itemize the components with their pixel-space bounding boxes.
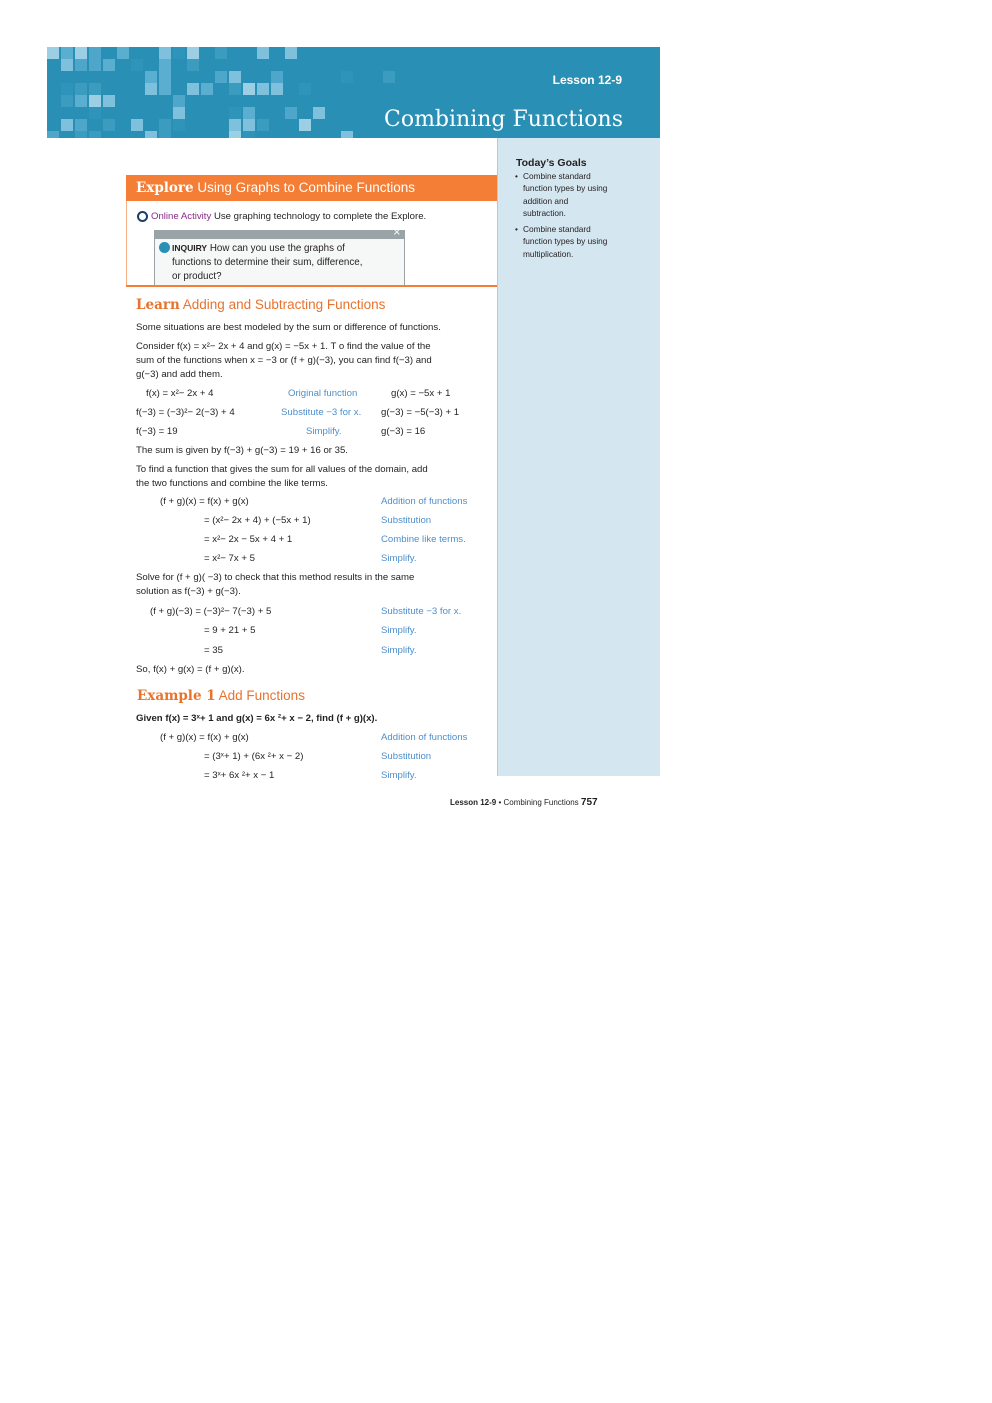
banner-tile (229, 131, 241, 138)
goal-line: function types by using (523, 183, 608, 194)
banner-tile (145, 131, 157, 138)
banner-tile (75, 119, 87, 131)
banner-tile (131, 59, 143, 71)
work-step: = x²− 7x + 5 (204, 553, 255, 564)
banner-tile (89, 59, 101, 71)
table-cell-right: g(−3) = 16 (381, 426, 426, 437)
banner-tile (313, 107, 325, 119)
conclusion: So, f(x) + g(x) = (f + g)(x). (136, 664, 245, 675)
banner-tile (187, 47, 199, 59)
table-cell-left: f(−3) = (−3)²− 2(−3) + 4 (136, 407, 235, 418)
banner-tile (61, 119, 73, 131)
banner-tile (75, 131, 87, 138)
online-activity-text: Use graphing technology to complete the Explore. (213, 211, 427, 222)
banner-tile (47, 47, 59, 59)
table-cell-step: Original function (288, 388, 358, 399)
banner-tile (145, 71, 157, 83)
step-reason: Substitution (381, 515, 432, 526)
work-step: = 3ˣ+ 6x ²+ x − 1 (204, 770, 275, 781)
banner-tile (173, 95, 185, 107)
inquiry-label: INQUIRY (172, 243, 208, 253)
consider-line: sum of the functions when x = −3 or (f + g)(−3), you can find f(−3) and (136, 355, 432, 366)
banner-tile (75, 95, 87, 107)
work-step: = 9 + 21 + 5 (204, 625, 256, 636)
step-reason: Simplify. (381, 645, 417, 656)
step-reason: Combine like terms. (381, 534, 466, 545)
banner-tile (229, 107, 241, 119)
column-divider (497, 138, 498, 776)
banner-tile (103, 119, 115, 131)
banner-tile (299, 119, 311, 131)
inquiry-text (172, 241, 397, 284)
banner-tile (61, 83, 73, 95)
online-activity[interactable] (151, 210, 426, 224)
consider-line: Consider f(x) = x²− 2x + 4 and g(x) = −5x + 1. T o find the value of the (136, 341, 431, 352)
work-step: (f + g)(x) = f(x) + g(x) (160, 496, 249, 507)
banner-tile (103, 95, 115, 107)
inquiry-line: How can you use the graphs of (209, 243, 345, 254)
goal-line: function types by using (523, 236, 608, 247)
online-activity-icon (137, 211, 148, 222)
goals-title: Today’s Goals (516, 157, 587, 169)
banner-tile (229, 119, 241, 131)
banner-tile (285, 47, 297, 59)
goal-line: subtraction. (523, 208, 566, 219)
footer-separator: • (498, 798, 502, 807)
banner-tile (271, 71, 283, 83)
example-title: Add Functions (218, 688, 305, 703)
banner-tile (145, 83, 157, 95)
page-footer (450, 797, 598, 808)
banner-tile (89, 83, 101, 95)
work-step: = 35 (204, 645, 223, 656)
explore-border (126, 201, 127, 285)
table-cell-left: f(−3) = 19 (136, 426, 178, 437)
find-line: the two functions and combine the like terms. (136, 478, 328, 489)
footer-lesson: Lesson 12-9 (450, 798, 497, 807)
banner-tile (75, 83, 87, 95)
lesson-banner (47, 47, 660, 138)
step-reason: Simplify. (381, 770, 417, 781)
example-label: Example 1 (137, 688, 216, 704)
banner-tile (243, 107, 255, 119)
consider-line: g(−3) and add them. (136, 369, 223, 380)
banner-tile (271, 83, 283, 95)
banner-tile (187, 83, 199, 95)
explore-label: Explore (136, 180, 194, 196)
banner-tile (75, 47, 87, 59)
example-heading (137, 688, 305, 704)
banner-tile (285, 107, 297, 119)
table-cell-right: g(−3) = −5(−3) + 1 (381, 407, 460, 418)
banner-tile (187, 59, 199, 71)
banner-tile (243, 83, 255, 95)
work-step: (f + g)(−3) = (−3)²− 7(−3) + 5 (150, 606, 272, 617)
solve-line: Solve for (f + g)( −3) to check that this method results in the same (136, 572, 415, 583)
online-activity-link[interactable]: Online Activity (151, 211, 212, 222)
table-cell-step: Simplify. (306, 426, 342, 437)
goal-line: • Combine standard (523, 171, 591, 181)
banner-tile (257, 83, 269, 95)
banner-tile (257, 119, 269, 131)
goal-line: addition and (523, 195, 569, 206)
banner-tile (61, 59, 73, 71)
banner-tile (159, 47, 171, 59)
learn-title: Adding and Subtracting Functions (182, 297, 386, 312)
banner-tile (159, 59, 171, 71)
goals-sidebar (498, 138, 660, 776)
step-reason: Substitution (381, 751, 432, 762)
goal-line: • Combine standard (523, 224, 591, 234)
banner-tile (215, 47, 227, 59)
inquiry-icon (159, 242, 170, 253)
banner-tile (229, 71, 241, 83)
banner-tile (257, 47, 269, 59)
banner-tile (229, 83, 241, 95)
table-cell-step: Substitute −3 for x. (281, 407, 362, 418)
banner-tile (299, 83, 311, 95)
work-step: = (x²− 2x + 4) + (−5x + 1) (204, 515, 311, 526)
explore-header (126, 175, 497, 201)
banner-tile (243, 119, 255, 131)
banner-tile (117, 47, 129, 59)
banner-tile (89, 95, 101, 107)
banner-tile (215, 71, 227, 83)
goal-line: multiplication. (523, 248, 574, 259)
banner-tile (131, 119, 143, 131)
footer-title: Combining Functions (503, 798, 579, 807)
step-reason: Addition of functions (381, 496, 468, 507)
lesson-title: Combining Functions (383, 107, 623, 132)
banner-tile (159, 83, 171, 95)
explore-rule (126, 285, 497, 287)
close-icon[interactable]: × (392, 227, 401, 238)
learn-heading (136, 297, 385, 313)
lesson-number: Lesson 12-9 (552, 73, 622, 87)
work-step: = x²− 2x − 5x + 4 + 1 (204, 534, 293, 545)
table-cell-left: f(x) = x²− 2x + 4 (146, 388, 214, 399)
page-number: 757 (580, 797, 598, 808)
inquiry-line: functions to determine their sum, difference, (172, 257, 363, 268)
banner-tile (61, 95, 73, 107)
explore-title: Using Graphs to Combine Functions (197, 180, 415, 195)
banner-tile (89, 47, 101, 59)
banner-tile (173, 119, 185, 131)
banner-tile (341, 131, 353, 138)
inquiry-header (155, 227, 404, 239)
banner-tile (159, 119, 171, 131)
banner-tile (383, 71, 395, 83)
step-reason: Simplify. (381, 625, 417, 636)
find-line: To find a function that gives the sum for all values of the domain, add (136, 464, 428, 475)
banner-tile (103, 59, 115, 71)
banner-tile (159, 71, 171, 83)
banner-tile (243, 131, 255, 138)
learn-label: Learn (136, 297, 180, 313)
example-prompt: Given f(x) = 3ˣ+ 1 and g(x) = 6x ²+ x − 2, find (f + g)(x). (136, 713, 378, 724)
work-step: = (3ˣ+ 1) + (6x ²+ x − 2) (204, 751, 304, 762)
goal-item (523, 223, 641, 260)
banner-tile (89, 107, 101, 119)
learn-intro: Some situations are best modeled by the sum or difference of functions. (136, 322, 441, 333)
banner-tile (201, 83, 213, 95)
banner-tile (159, 131, 171, 138)
inquiry-line: or product? (172, 271, 222, 282)
work-step: (f + g)(x) = f(x) + g(x) (160, 732, 249, 743)
step-reason: Simplify. (381, 553, 417, 564)
banner-tile (61, 47, 73, 59)
goal-item (523, 170, 641, 220)
banner-tile (75, 59, 87, 71)
banner-tile (47, 131, 59, 138)
sum-line: The sum is given by f(−3) + g(−3) = 19 + 16 or 35. (136, 445, 348, 456)
step-reason: Substitute −3 for x. (381, 606, 462, 617)
solve-line: solution as f(−3) + g(−3). (136, 586, 241, 597)
banner-tile (173, 107, 185, 119)
table-cell-right: g(x) = −5x + 1 (391, 388, 451, 399)
banner-tile (89, 131, 101, 138)
inquiry-box (154, 227, 405, 287)
banner-tile (341, 71, 353, 83)
banner-tile (173, 47, 185, 59)
step-reason: Addition of functions (381, 732, 468, 743)
